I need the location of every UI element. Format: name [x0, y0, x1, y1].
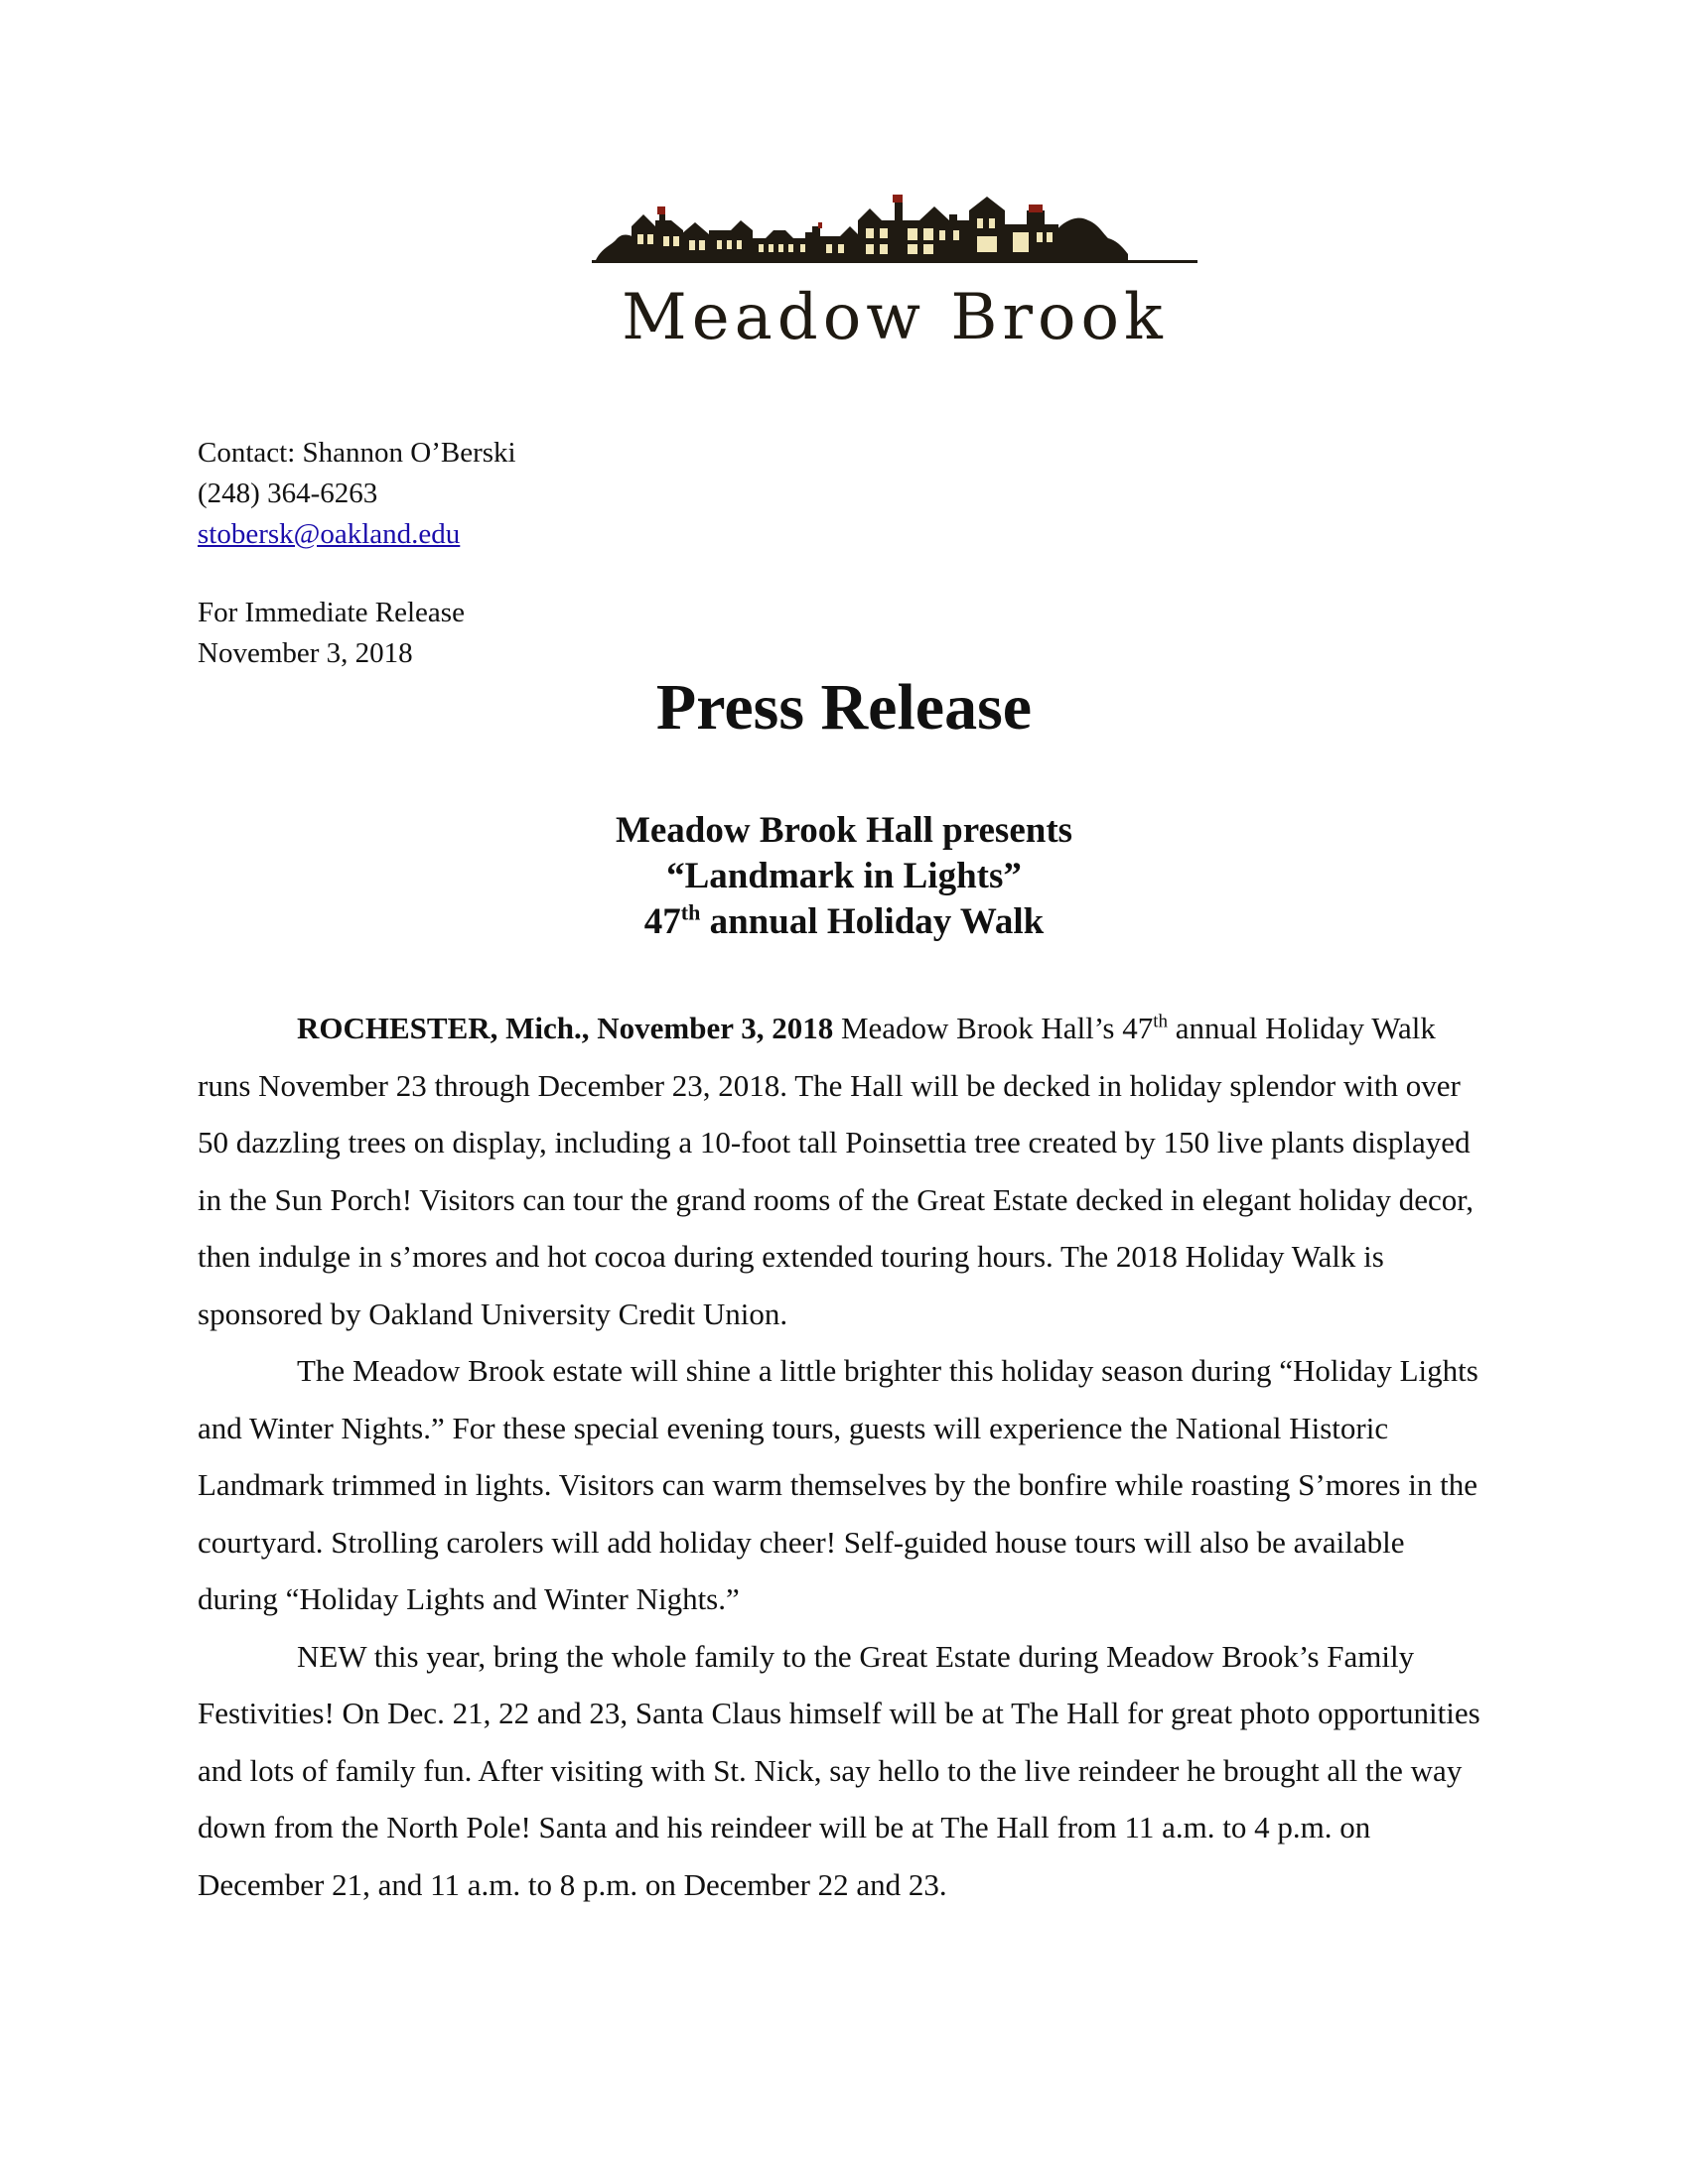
subtitle-line-2: “Landmark in Lights”	[666, 856, 1022, 896]
release-block	[198, 593, 465, 674]
p1-ordinal: th	[1153, 1011, 1169, 1032]
subtitle-rest: annual Holiday Walk	[700, 901, 1045, 942]
contact-name: Contact: Shannon O’Berski	[198, 437, 516, 469]
subtitle-line-1: Meadow Brook Hall presents	[615, 810, 1073, 851]
contact-block	[198, 433, 516, 555]
body-paragraph-2: The Meadow Brook estate will shine a little brighter this holiday season during “Holiday Lights and Winter Nights.” For these special evening tours, guests will experience the National Historic Landmark trimmed in lights. Visitors can warm themselves by the bonfire while roasting S’mores in the courtyard. Strolling carolers will add holiday cheer! Self-guided house tours will also be available during “Holiday Lights and Winter Nights.”	[198, 1353, 1478, 1616]
dateline: ROCHESTER, Mich., November 3, 2018	[297, 1011, 834, 1045]
subtitle-line-3	[0, 899, 1688, 945]
event-subtitle	[0, 808, 1688, 945]
p1-lead: Meadow Brook Hall’s 47	[833, 1011, 1154, 1045]
subtitle-number: 47	[643, 901, 681, 942]
body-paragraph-3: NEW this year, bring the whole family to the Great Estate during Meadow Brook’s Family Festivities! On Dec. 21, 22 and 23, Santa Claus himself will be at The Hall for great photo opportunities and lots of family fun. After visiting with St. Nick, say hello to the live reindeer he brought all the way down from the North Pole! Santa and his reindeer will be at The Hall from 11 a.m. to 4 p.m. on December 21, and 11 a.m. to 8 p.m. on December 22 and 23.	[198, 1638, 1480, 1902]
estate-skyline-icon	[592, 191, 1197, 276]
logo-wordmark: Meadow Brook	[622, 281, 1168, 354]
release-body	[198, 1000, 1488, 1913]
contact-phone: (248) 364-6263	[198, 478, 378, 509]
meadow-brook-logo	[592, 191, 1197, 369]
body-paragraph-1	[198, 1000, 1488, 1342]
p1-text: annual Holiday Walk runs November 23 through December 23, 2018. The Hall will be decked in holiday splendor with over 50 dazzling trees on display, including a 10-foot tall Poinsettia tree created by 150 live plants displayed in the Sun Porch! Visitors can tour the grand rooms of the Great Estate decked in elegant holiday decor, then indulge in s’mores and hot cocoa during extended touring hours. The 2018 Holiday Walk is sponsored by Oakland University Credit Union.	[198, 1011, 1475, 1331]
subtitle-ordinal: th	[680, 899, 701, 925]
page-title: Press Release	[655, 671, 1033, 744]
release-date: November 3, 2018	[198, 637, 413, 669]
release-label: For Immediate Release	[198, 597, 465, 628]
contact-email-link[interactable]: stobersk@oakland.edu	[198, 518, 461, 550]
